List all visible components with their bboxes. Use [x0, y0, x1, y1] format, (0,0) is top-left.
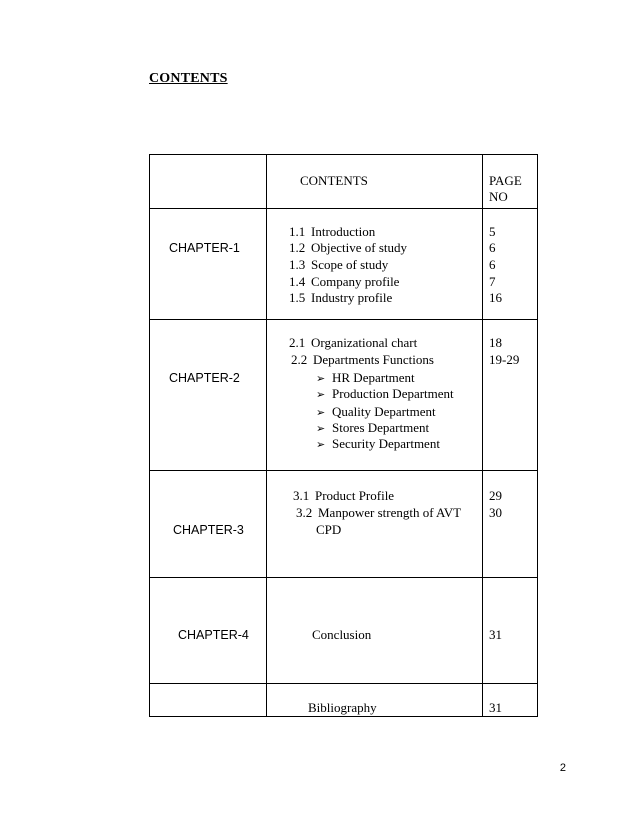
header-contents: CONTENTS	[300, 173, 368, 188]
page-ref: 16	[489, 290, 502, 305]
page-ref: 19-29	[489, 352, 520, 367]
row-divider	[150, 319, 537, 320]
toc-entry: Conclusion	[312, 627, 372, 642]
column-divider	[266, 155, 267, 716]
page-ref: 29	[489, 488, 502, 503]
toc-entry: 1.3 Scope of study	[289, 257, 389, 272]
toc-entry: 1.1 Introduction	[289, 224, 376, 239]
toc-entry-continuation: CPD	[316, 522, 342, 537]
page-ref: 31	[489, 627, 502, 642]
page-ref: 18	[489, 335, 502, 350]
arrow-bullet-icon: ➢	[316, 389, 326, 401]
page-number: 2	[559, 762, 566, 774]
bullet-item: ➢ HR Department	[316, 370, 415, 388]
toc-entry: 1.2 Objective of study	[289, 240, 408, 255]
page-ref: 6	[489, 240, 496, 255]
bullet-item: ➢ Stores Department	[316, 420, 429, 438]
page-ref: 7	[489, 274, 496, 289]
toc-entry: 3.1 Product Profile	[293, 488, 395, 503]
toc-entry: 3.2 Manpower strength of AVT	[296, 505, 462, 520]
row-divider	[150, 577, 537, 578]
arrow-bullet-icon: ➢	[316, 423, 326, 435]
toc-entry: 1.4 Company profile	[289, 274, 400, 289]
toc-entry: 1.5 Industry profile	[289, 290, 393, 305]
bullet-item: ➢ Security Department	[316, 436, 440, 454]
page-title: CONTENTS	[149, 71, 228, 86]
page-ref: 30	[489, 505, 502, 520]
bullet-item: ➢ Quality Department	[316, 404, 436, 422]
chapter-1-label: CHAPTER-1	[169, 241, 240, 255]
arrow-bullet-icon: ➢	[316, 407, 326, 419]
page-ref: 31	[489, 700, 502, 715]
toc-entry: Bibliography	[308, 700, 377, 715]
chapter-4-label: CHAPTER-4	[178, 628, 249, 642]
row-divider	[150, 208, 537, 209]
contents-table	[149, 154, 538, 717]
chapter-2-label: CHAPTER-2	[169, 371, 240, 385]
bullet-item: ➢ Production Department	[316, 386, 454, 404]
row-divider	[150, 470, 537, 471]
header-page-no: NO	[489, 189, 508, 204]
chapter-3-label: CHAPTER-3	[173, 523, 244, 537]
column-divider	[482, 155, 483, 716]
toc-entry: 2.1 Organizational chart	[289, 335, 418, 350]
page-ref: 6	[489, 257, 496, 272]
arrow-bullet-icon: ➢	[316, 439, 326, 451]
page-ref: 5	[489, 224, 496, 239]
row-divider	[150, 683, 537, 684]
arrow-bullet-icon: ➢	[316, 373, 326, 385]
toc-entry: 2.2 Departments Functions	[291, 352, 434, 367]
header-page: PAGE	[489, 173, 522, 188]
